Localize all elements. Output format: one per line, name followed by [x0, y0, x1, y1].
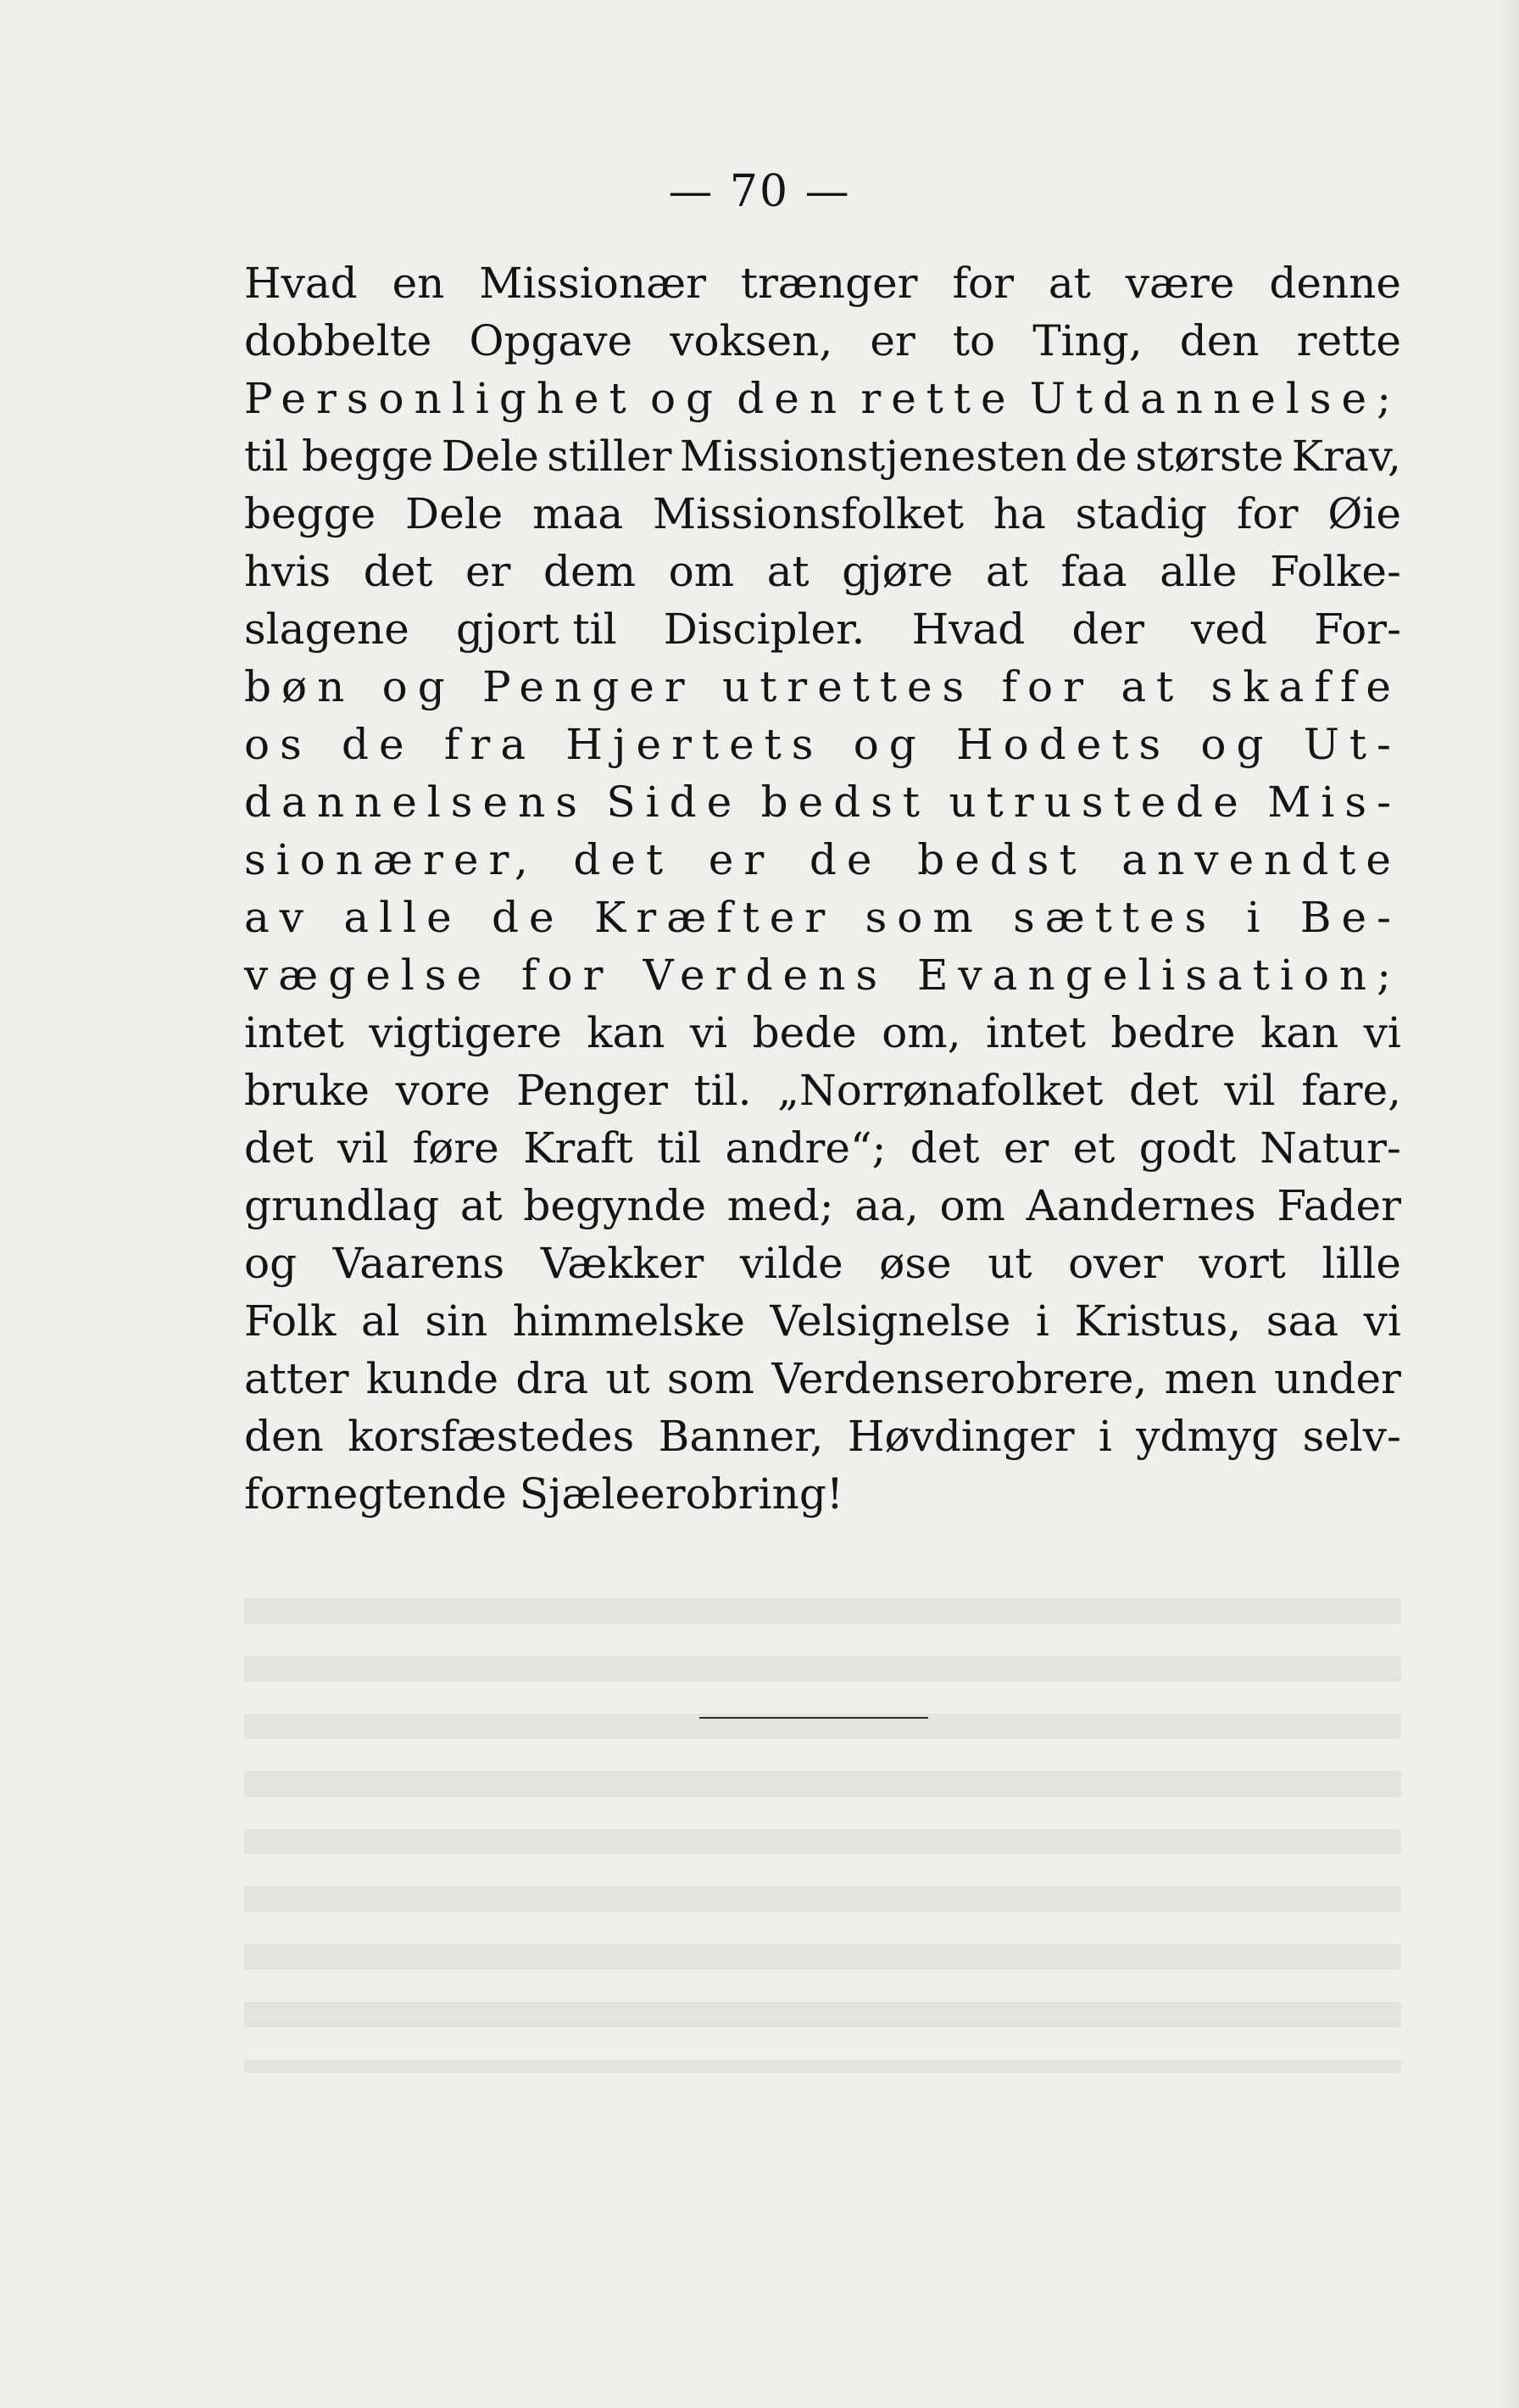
word: rette — [1296, 316, 1401, 365]
word: al — [360, 1296, 400, 1346]
word: det — [1129, 1066, 1199, 1115]
word: anvendte — [1121, 835, 1401, 884]
word: en — [392, 259, 445, 308]
word: Ting, — [1032, 316, 1143, 365]
word: om — [668, 547, 735, 596]
text-line — [244, 427, 1401, 485]
word: de — [492, 893, 565, 942]
word: bedst — [917, 835, 1087, 884]
word: Utdannelse; — [1029, 374, 1401, 423]
text-line — [244, 485, 1401, 543]
word: Missionsfolket — [652, 489, 964, 538]
word: Opgave — [469, 316, 633, 365]
word: de — [809, 835, 882, 884]
word: sionærer, — [244, 835, 538, 884]
word: for — [521, 950, 614, 1000]
word: fare, — [1301, 1066, 1401, 1115]
word: Mis- — [1267, 778, 1401, 827]
word: maa — [532, 489, 624, 538]
word: vi — [689, 1008, 728, 1057]
word: Folke- — [1270, 547, 1401, 596]
word: kan — [587, 1008, 665, 1057]
word: andre“; — [725, 1123, 887, 1173]
word: os — [244, 720, 312, 769]
word: fra — [443, 720, 537, 769]
word: bedre — [1110, 1008, 1236, 1057]
word: intet — [986, 1008, 1086, 1057]
word: dobbelte — [244, 316, 432, 365]
word: himmelske — [512, 1296, 745, 1346]
word: Øie — [1327, 489, 1401, 538]
word: ut — [605, 1354, 650, 1403]
word: det — [244, 1123, 314, 1173]
word: og — [1200, 720, 1274, 769]
word: som — [666, 1354, 755, 1403]
word: og — [244, 1239, 298, 1288]
word: alle — [343, 893, 462, 942]
word: Penger — [516, 1066, 668, 1115]
text-line — [244, 600, 1401, 658]
word: dannelsens — [244, 778, 587, 827]
word: skaffe — [1210, 662, 1401, 711]
word: om — [939, 1181, 1005, 1230]
word: er — [870, 316, 915, 365]
text-line — [244, 1119, 1401, 1177]
word: bøn — [244, 662, 355, 711]
word: kunde — [365, 1354, 499, 1403]
word: Hodets — [956, 720, 1171, 769]
word: dem — [543, 547, 637, 596]
word: For- — [1314, 605, 1401, 654]
word: kan — [1260, 1008, 1339, 1057]
text-line — [244, 1407, 1401, 1465]
word: Kræfter — [593, 893, 836, 942]
word: føre — [412, 1123, 499, 1173]
word: er — [1003, 1123, 1049, 1173]
word: at — [1121, 662, 1184, 711]
word: over — [1068, 1239, 1163, 1288]
word: vilde — [739, 1239, 843, 1288]
body-text — [244, 254, 1401, 1523]
word: trænger — [740, 259, 918, 308]
word: for — [1001, 662, 1094, 711]
word: i — [1246, 893, 1271, 942]
word: hvis — [244, 547, 331, 596]
word: det — [910, 1123, 980, 1173]
bleed-through-shadow — [244, 1598, 1401, 2073]
word: voksen, — [670, 316, 833, 365]
text-line — [244, 658, 1401, 716]
word: vi — [1363, 1296, 1401, 1346]
word: Penger — [482, 662, 695, 711]
word: intet — [244, 1008, 344, 1057]
word: til begge — [244, 432, 434, 481]
word: Evangelisation; — [916, 950, 1401, 1000]
word: Hjertets — [565, 720, 824, 769]
word: at — [459, 1181, 503, 1230]
word: utrustede — [949, 778, 1249, 827]
word: Natur- — [1260, 1123, 1401, 1173]
word: være — [1125, 259, 1235, 308]
word: for — [1237, 489, 1299, 538]
word: Be- — [1299, 893, 1401, 942]
word: Hvad — [244, 259, 358, 308]
word: to — [952, 316, 996, 365]
word: ydmyg — [1136, 1412, 1279, 1461]
word: vil — [1224, 1066, 1276, 1115]
word: alle — [1160, 547, 1238, 596]
word: Missionær — [479, 259, 706, 308]
section-divider-rule — [699, 1717, 928, 1719]
text-line — [244, 1235, 1401, 1292]
word: til. — [693, 1066, 752, 1115]
word: Side — [606, 778, 743, 827]
word: stadig — [1075, 489, 1208, 538]
word: Kraft — [523, 1123, 633, 1173]
text-line — [244, 716, 1401, 773]
word: vil — [337, 1123, 389, 1173]
word: de — [342, 720, 415, 769]
word: Verdens — [643, 950, 887, 1000]
word: vægelse — [244, 950, 492, 1000]
word: Kristus, — [1074, 1296, 1242, 1346]
word: denne — [1269, 259, 1401, 308]
word: atter — [244, 1354, 349, 1403]
word: Sjæleerobring! — [519, 1469, 843, 1519]
word: rette — [860, 374, 1016, 423]
word: selv- — [1302, 1412, 1401, 1461]
word: godt — [1138, 1123, 1236, 1173]
word: det — [363, 547, 433, 596]
text-line — [244, 1292, 1401, 1350]
word: Hvad — [911, 605, 1026, 654]
word: som — [865, 893, 983, 942]
word: Fader — [1277, 1181, 1401, 1230]
word: utrettes — [722, 662, 975, 711]
text-line — [244, 773, 1401, 831]
word: øse — [879, 1239, 952, 1288]
text-line — [244, 1062, 1401, 1119]
word: ved — [1191, 605, 1267, 654]
word: at — [766, 547, 810, 596]
word: slagene — [244, 605, 409, 654]
word: fornegtende — [244, 1469, 507, 1519]
word: at — [985, 547, 1028, 596]
text-line — [244, 889, 1401, 946]
word: Velsignelse — [770, 1296, 1011, 1346]
word: og — [853, 720, 926, 769]
word: vi — [1363, 1008, 1401, 1057]
word: bedst — [760, 778, 930, 827]
word: om, — [882, 1008, 961, 1057]
word: den — [1179, 316, 1260, 365]
word: der — [1071, 605, 1144, 654]
text-line — [244, 1465, 1401, 1523]
word: den — [244, 1412, 324, 1461]
word: av — [244, 893, 314, 942]
word: bede — [752, 1008, 857, 1057]
word: Personlighet — [244, 374, 637, 423]
word: og — [649, 374, 724, 423]
word: vore — [395, 1066, 491, 1115]
word: er — [708, 835, 775, 884]
word: aa, — [854, 1181, 919, 1230]
word: ut — [988, 1239, 1032, 1288]
text-line — [244, 1177, 1401, 1235]
page-edge-shadow — [1497, 0, 1519, 2408]
word: stiller — [547, 432, 672, 481]
word: saa — [1266, 1296, 1339, 1346]
word: Dele — [405, 489, 504, 538]
word: bruke — [244, 1066, 370, 1115]
text-line — [244, 946, 1401, 1004]
word: i — [1098, 1412, 1112, 1461]
word: Verdenserobrere, — [771, 1354, 1148, 1403]
word: Folk — [244, 1296, 337, 1346]
text-line — [244, 254, 1401, 312]
word: vigtigere — [369, 1008, 562, 1057]
word: sættes — [1013, 893, 1217, 942]
word: Missionstjenesten — [679, 432, 1067, 481]
text-line — [244, 543, 1401, 600]
word: begynde — [523, 1181, 707, 1230]
word: lille — [1321, 1239, 1401, 1288]
word: vort — [1199, 1239, 1286, 1288]
word: Banner, — [658, 1412, 824, 1461]
word: det — [573, 835, 674, 884]
word: begge — [244, 489, 376, 538]
text-line — [244, 1004, 1401, 1062]
word: med; — [726, 1181, 834, 1230]
word: et — [1072, 1123, 1116, 1173]
word: Krav, — [1291, 432, 1401, 481]
word: korsfæstedes — [348, 1412, 635, 1461]
word: Aandernes — [1026, 1181, 1256, 1230]
text-line — [244, 1350, 1401, 1407]
text-line — [244, 312, 1401, 370]
word: gjort til — [456, 605, 617, 654]
word: dra — [515, 1354, 589, 1403]
word: Høvdinger — [847, 1412, 1075, 1461]
text-line — [244, 370, 1401, 427]
word: og — [381, 662, 455, 711]
word: at — [1048, 259, 1091, 308]
word: sin — [425, 1296, 488, 1346]
word: under — [1274, 1354, 1401, 1403]
word: men — [1164, 1354, 1257, 1403]
word: Discipler. — [663, 605, 865, 654]
word: Vaarens — [332, 1239, 505, 1288]
word: Ut- — [1303, 720, 1401, 769]
word: grundlag — [244, 1181, 440, 1230]
word: Dele — [441, 432, 539, 481]
word: Vækker — [540, 1239, 704, 1288]
word: i — [1035, 1296, 1049, 1346]
word: gjøre — [842, 547, 954, 596]
text-line — [244, 831, 1401, 889]
word: største — [1135, 432, 1284, 481]
word: ha — [993, 489, 1046, 538]
word: „Norrønafolket — [777, 1066, 1104, 1115]
word: for — [952, 259, 1015, 308]
word: er — [465, 547, 511, 596]
page-number: — 70 — — [668, 166, 851, 217]
word: til — [657, 1123, 702, 1173]
word: den — [737, 374, 848, 423]
word: de — [1075, 432, 1127, 481]
word: faa — [1060, 547, 1127, 596]
